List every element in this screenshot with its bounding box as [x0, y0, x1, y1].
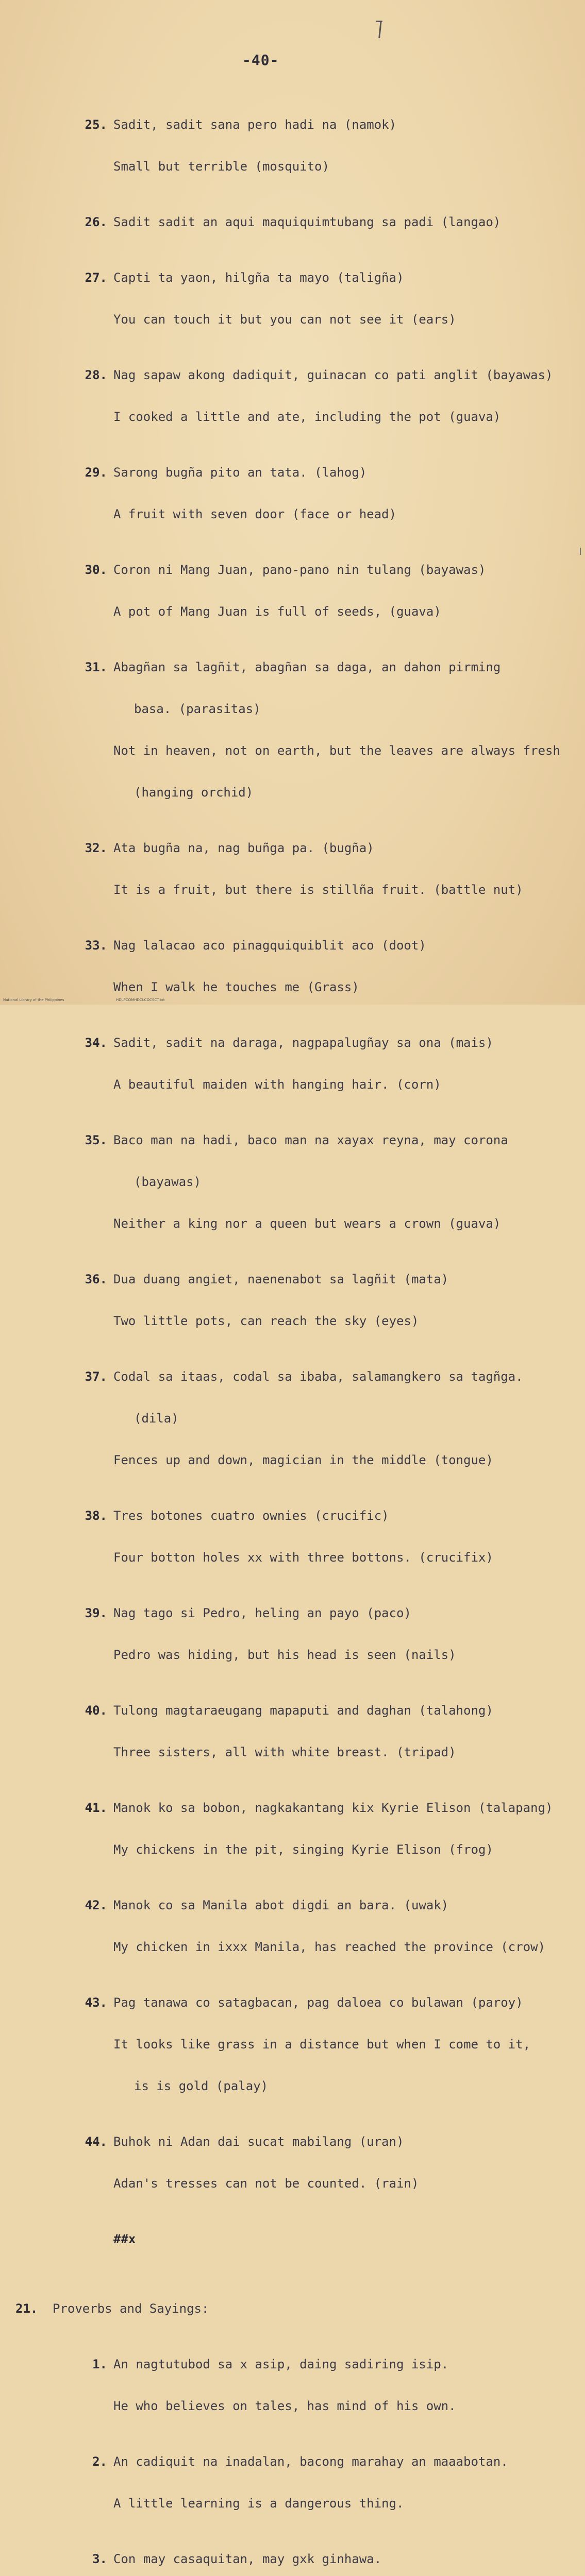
list-item: 1. An nagtutubod sa x asip, daing sadiring isip.	[92, 2357, 449, 2371]
edge-mark	[580, 548, 585, 555]
list-item: 30. Coron ni Mang Juan, pano-pano nin tulang (bayawas)	[85, 563, 486, 577]
translation-line: Two little pots, can reach the sky (eyes)	[113, 1314, 419, 1328]
list-item: 26. Sadit sadit an aqui maquiquimtubang sa padi (langao)	[85, 215, 501, 229]
pen-mark	[378, 21, 382, 38]
continuation-line: basa. (parasitas)	[134, 702, 261, 716]
footer-code: HDLPCOMHDCLCOCSCT.txt	[116, 998, 165, 1002]
translation-line: My chicken in ixxx Manila, has reached the province (crow)	[113, 1940, 546, 1954]
translation-line: I cooked a little and ate, including the pot (guava)	[113, 410, 501, 424]
list-item: 37. Codal sa itaas, codal sa ibaba, salamangkero sa tagñga.	[85, 1369, 523, 1384]
list-item: 29. Sarong bugña pito an tata. (lahog)	[85, 465, 367, 480]
translation-line: He who believes on tales, has mind of his own.	[113, 2399, 456, 2413]
translation-line: Small but terrible (mosquito)	[113, 159, 330, 174]
list-item: 3. Con may casaquitan, may gxk ginhawa.	[92, 2552, 382, 2566]
list-item: 43. Pag tanawa co satagbacan, pag daloea co bulawan (paroy)	[85, 1995, 523, 2010]
list-item: 41. Manok ko sa bobon, nagkakantang kix Kyrie Elison (talapang)	[85, 1801, 553, 1815]
translation-line: You can touch it but you can not see it (ears)	[113, 312, 456, 327]
list-item: 31. Abagñan sa lagñit, abagñan sa daga, an dahon pirming	[85, 660, 501, 674]
continuation-line: is is gold (palay)	[134, 2079, 269, 2093]
translation-line: Neither a king nor a queen but wears a crown (guava)	[113, 1216, 501, 1231]
translation-line: It is a fruit, but there is stillña fruit. (battle nut)	[113, 883, 523, 897]
translation-line: My chickens in the pit, singing Kyrie Elison (frog)	[113, 1842, 493, 1857]
list-item: 32. Ata bugña na, nag buñga pa. (bugña)	[85, 841, 374, 855]
list-item: 36. Dua duang angiet, naenenabot sa lagñit (mata)	[85, 1272, 449, 1286]
translation-line: Pedro was hiding, but his head is seen (nails)	[113, 1648, 456, 1662]
document-body	[15, 76, 580, 2576]
pen-mark-cross	[376, 21, 382, 22]
list-item: 25. Sadit, sadit sana pero hadi na (namok)	[85, 117, 397, 132]
translation-line: Four botton holes xx with three bottons. (crucifix)	[113, 1550, 493, 1565]
translation-line: A pot of Mang Juan is full of seeds, (guava)	[113, 604, 441, 619]
struck-text: ##x	[113, 2232, 136, 2246]
continuation-line: (dila)	[134, 1411, 179, 1426]
footer-library: National Library of the Philippines	[3, 998, 64, 1002]
page-number: -40-	[242, 52, 279, 69]
list-item: 39. Nag tago si Pedro, heling an payo (paco)	[85, 1606, 411, 1620]
translation-line: Three sisters, all with white breast. (tripad)	[113, 1745, 456, 1759]
list-item: 27. Capti ta yaon, hilgña ta mayo (taligña)	[85, 270, 404, 285]
continuation-line: (bayawas)	[134, 1175, 202, 1189]
list-item: 35. Baco man na hadi, baco man na xayax reyna, may corona	[85, 1133, 508, 1147]
list-item: 2. An cadiquit na inadalan, bacong marahay an maaabotan.	[92, 2454, 508, 2469]
translation-line: A little learning is a dangerous thing.	[113, 2496, 404, 2511]
translation-line: A fruit with seven door (face or head)	[113, 507, 397, 521]
list-item: 40. Tulong magtaraeugang mapaputi and daghan (talahong)	[85, 1703, 493, 1718]
translation-line: A beautiful maiden with hanging hair. (corn)	[113, 1077, 441, 1092]
continuation-line: (hanging orchid)	[134, 785, 254, 800]
translation-line: It looks like grass in a distance but when I come to it,	[113, 2037, 531, 2052]
translation-line: Fences up and down, magician in the middle (tongue)	[113, 1453, 493, 1467]
translation-line: Not in heaven, not on earth, but the leaves are always fresh	[113, 743, 560, 758]
translation-line: Adan's tresses can not be counted. (rain)	[113, 2176, 419, 2191]
list-item: 33. Nag lalacao aco pinagquiquiblit aco (doot)	[85, 938, 426, 953]
list-item: 38. Tres botones cuatro ownies (crucific)	[85, 1509, 389, 1523]
list-item: 42. Manok co sa Manila abot digdi an bara. (uwak)	[85, 1898, 449, 1912]
list-item: 34. Sadit, sadit na daraga, nagpapalugñay sa ona (mais)	[85, 1036, 493, 1050]
list-item: 28. Nag sapaw akong dadiquit, guinacan co pati anglit (bayawas)	[85, 368, 553, 382]
list-item: 44. Buhok ni Adan dai sucat mabilang (uran)	[85, 2134, 404, 2149]
section-heading: 21. Proverbs and Sayings:	[15, 2301, 209, 2316]
translation-line: When I walk he touches me (Grass)	[113, 980, 359, 994]
